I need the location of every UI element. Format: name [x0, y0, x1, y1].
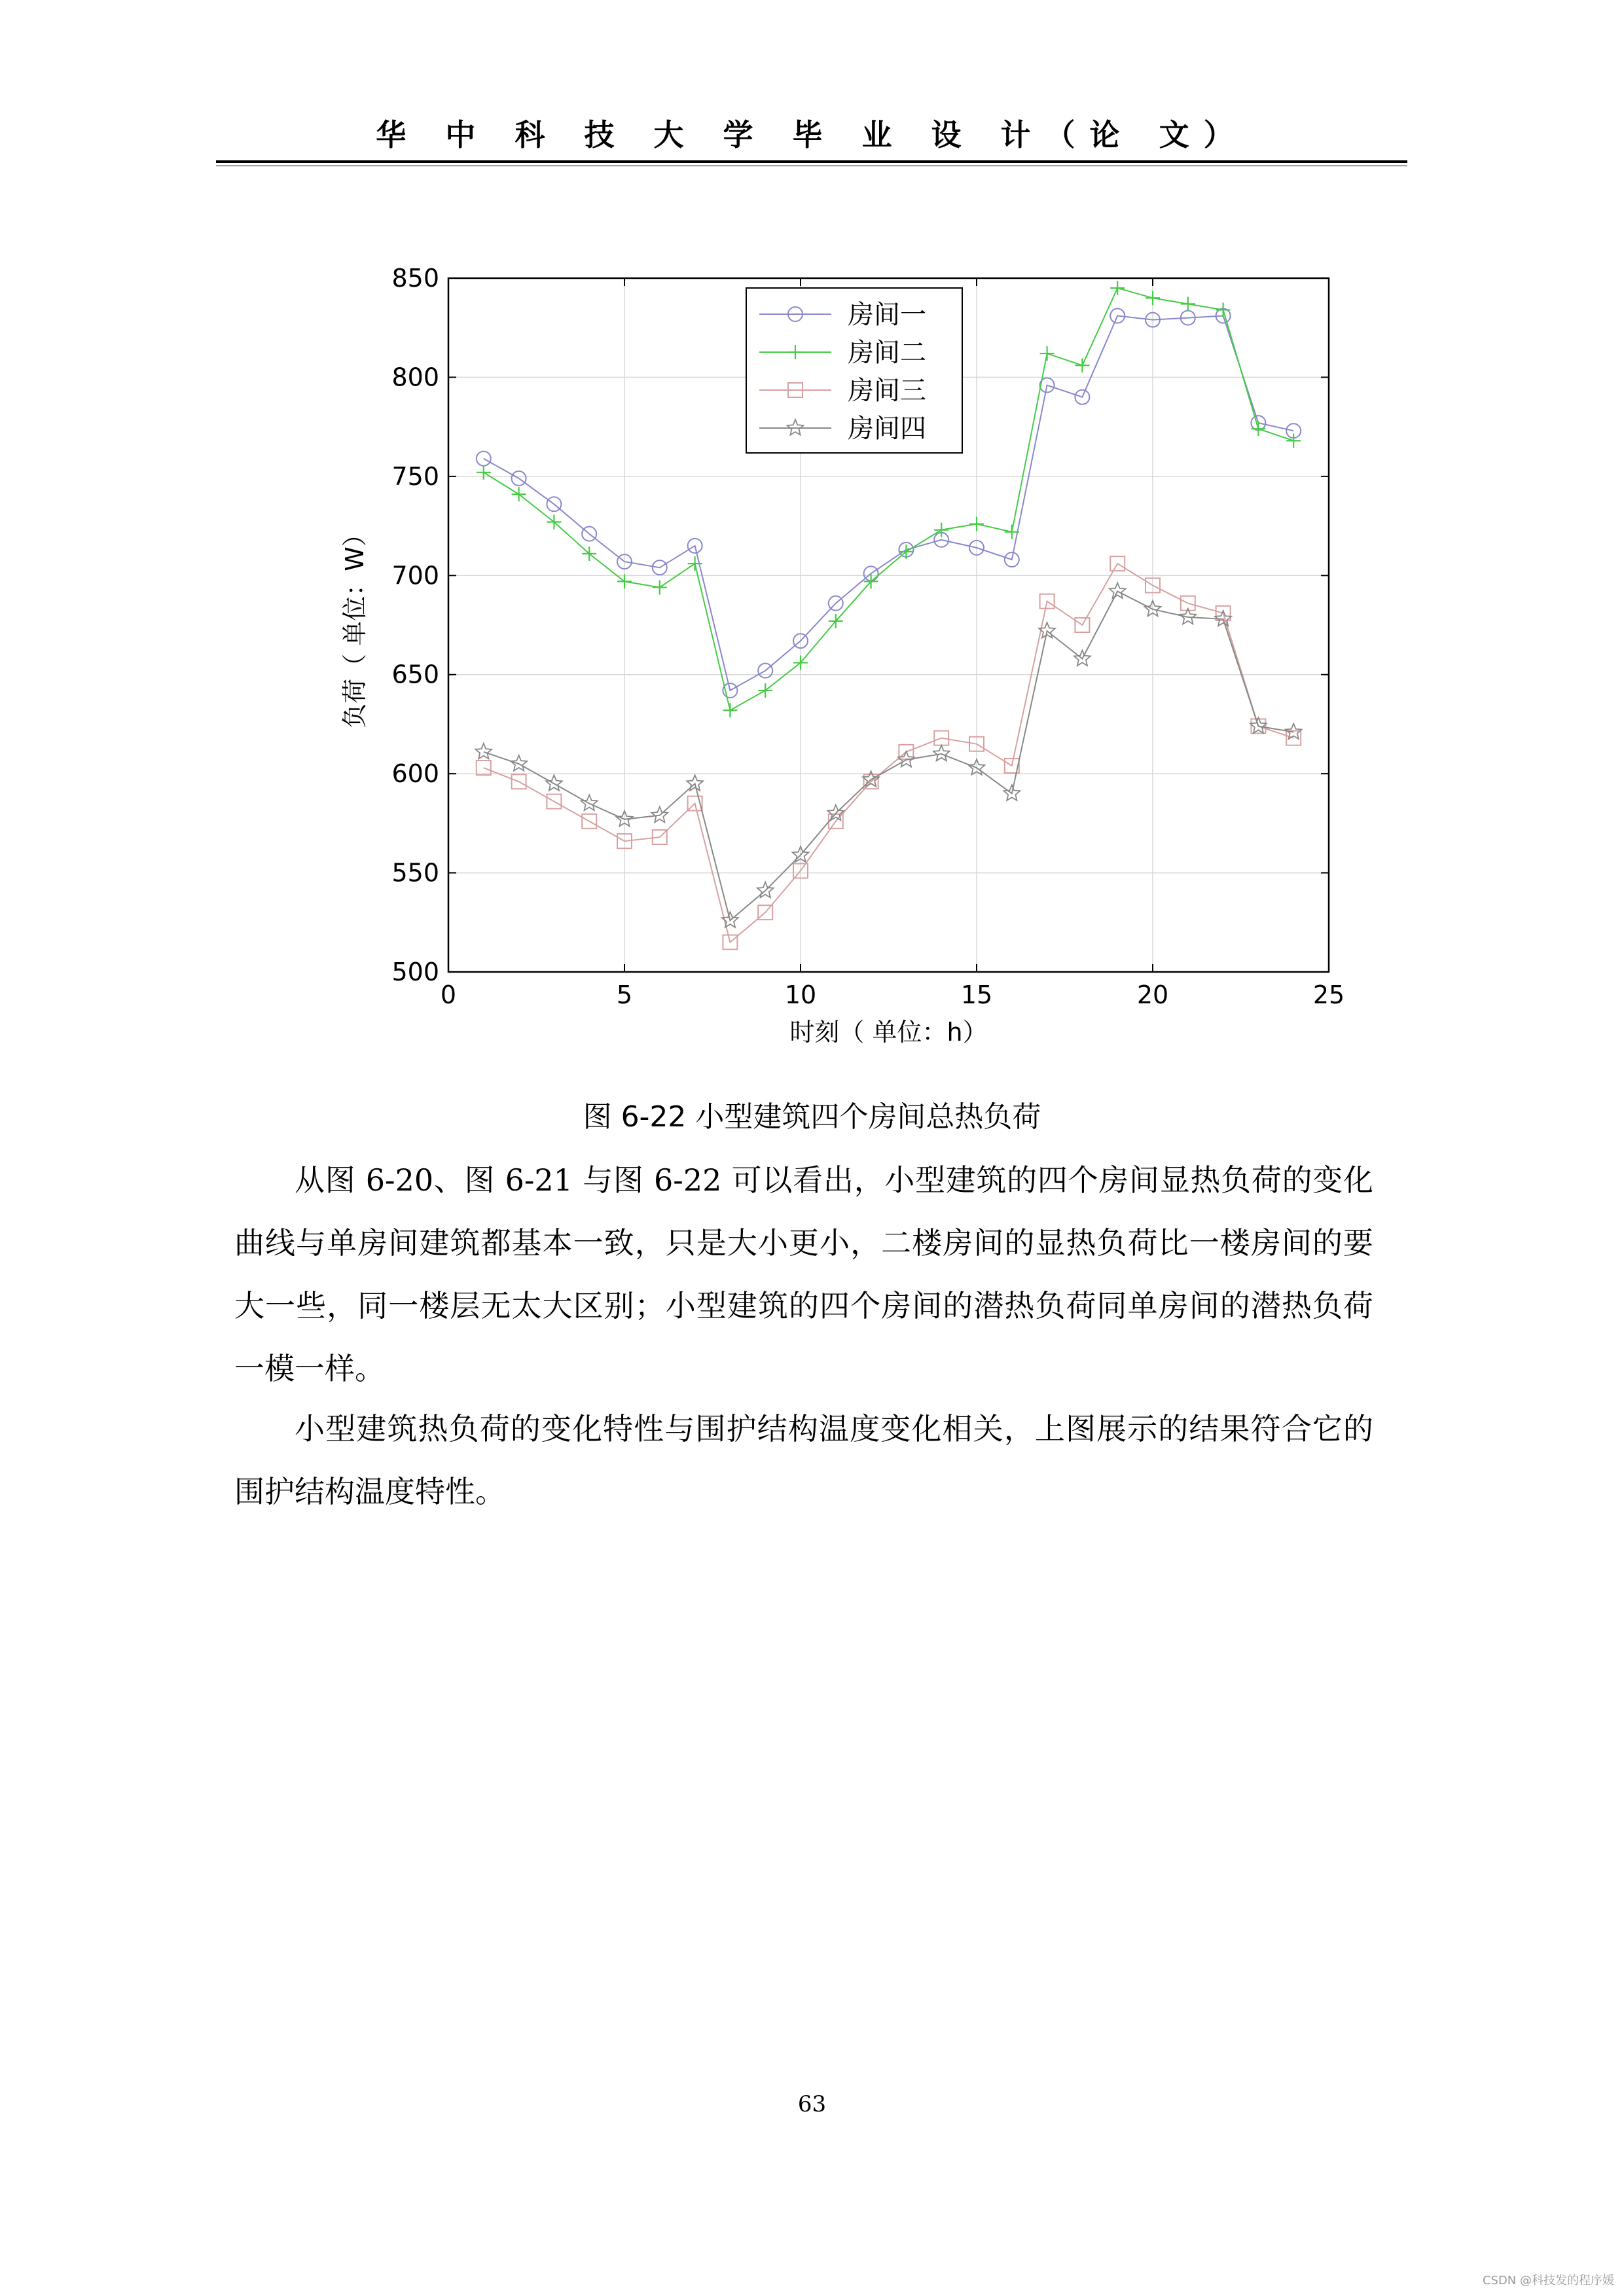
series-4	[475, 583, 1301, 927]
marker-plus	[477, 465, 491, 480]
x-tick-label: 20	[1136, 980, 1169, 1009]
marker-star	[475, 744, 492, 759]
x-axis-label: 时刻（ 单位：h）	[789, 1018, 988, 1047]
x-tick-label: 10	[784, 980, 817, 1009]
x-tick-label: 15	[960, 980, 993, 1009]
y-tick-label: 550	[391, 858, 439, 888]
marker-star	[933, 745, 950, 761]
body-paragraph-1: 从图 6-20、图 6-21 与图 6-22 可以看出，小型建筑的四个房间显热负荷的变化曲线与单房间建筑都基本一致，只是大小更小，二楼房间的显热负荷比一楼房间的要大一些，同一楼层无太大区别；小型建筑的四个房间的潜热负荷同单房间的潜热负荷一模一样。	[234, 1162, 1373, 1386]
marker-star	[581, 795, 598, 811]
series-line	[484, 564, 1293, 942]
y-tick-label: 700	[391, 561, 439, 590]
marker-plus	[1181, 296, 1195, 311]
y-tick-label: 750	[391, 461, 439, 491]
marker-star	[511, 755, 527, 771]
marker-plus	[758, 683, 772, 698]
marker-plus	[1110, 281, 1125, 295]
y-axis-label: 负荷（ 单位：W）	[340, 522, 369, 728]
x-tick-label: 0	[440, 980, 457, 1009]
marker-plus	[512, 487, 526, 501]
marker-square	[477, 761, 491, 775]
y-tick-label: 500	[391, 958, 439, 986]
series-line	[484, 592, 1293, 921]
y-tick-label: 600	[391, 759, 439, 789]
marker-plus	[1075, 358, 1089, 372]
chart-legend	[746, 288, 962, 453]
y-tick-label: 800	[391, 363, 439, 392]
marker-plus	[1216, 302, 1231, 317]
x-tick-label: 25	[1312, 980, 1345, 1009]
marker-circle	[477, 452, 491, 466]
legend-label: 房间三	[848, 376, 926, 406]
legend-label: 房间一	[848, 300, 926, 330]
body-paragraph-2: 小型建筑热负荷的变化特性与围护结构温度变化相关，上图展示的结果符合它的围护结构温度特性。	[234, 1411, 1373, 1509]
legend-label: 房间四	[848, 414, 926, 444]
y-tick-label: 650	[391, 660, 439, 689]
marker-star	[546, 775, 562, 791]
marker-plus	[1146, 291, 1160, 305]
header-rule	[216, 160, 1407, 163]
marker-plus	[617, 574, 632, 588]
y-tick-label: 850	[391, 264, 439, 293]
marker-plus	[653, 580, 667, 594]
marker-star	[1110, 583, 1126, 599]
watermark: CSDN @科技发的程序媛	[1482, 2274, 1614, 2287]
marker-plus	[1040, 346, 1055, 361]
marker-plus	[723, 703, 737, 717]
load-line-chart	[314, 249, 1362, 1067]
x-tick-label: 5	[616, 980, 633, 1009]
figure-caption: 图 6-22 小型建筑四个房间总热负荷	[583, 1100, 1041, 1134]
page-header-title: 华 中 科 技 大 学 毕 业 设 计（论 文）	[376, 117, 1248, 152]
page-number: 63	[797, 2091, 827, 2117]
legend-label: 房间二	[848, 338, 926, 368]
marker-plus	[969, 517, 984, 531]
